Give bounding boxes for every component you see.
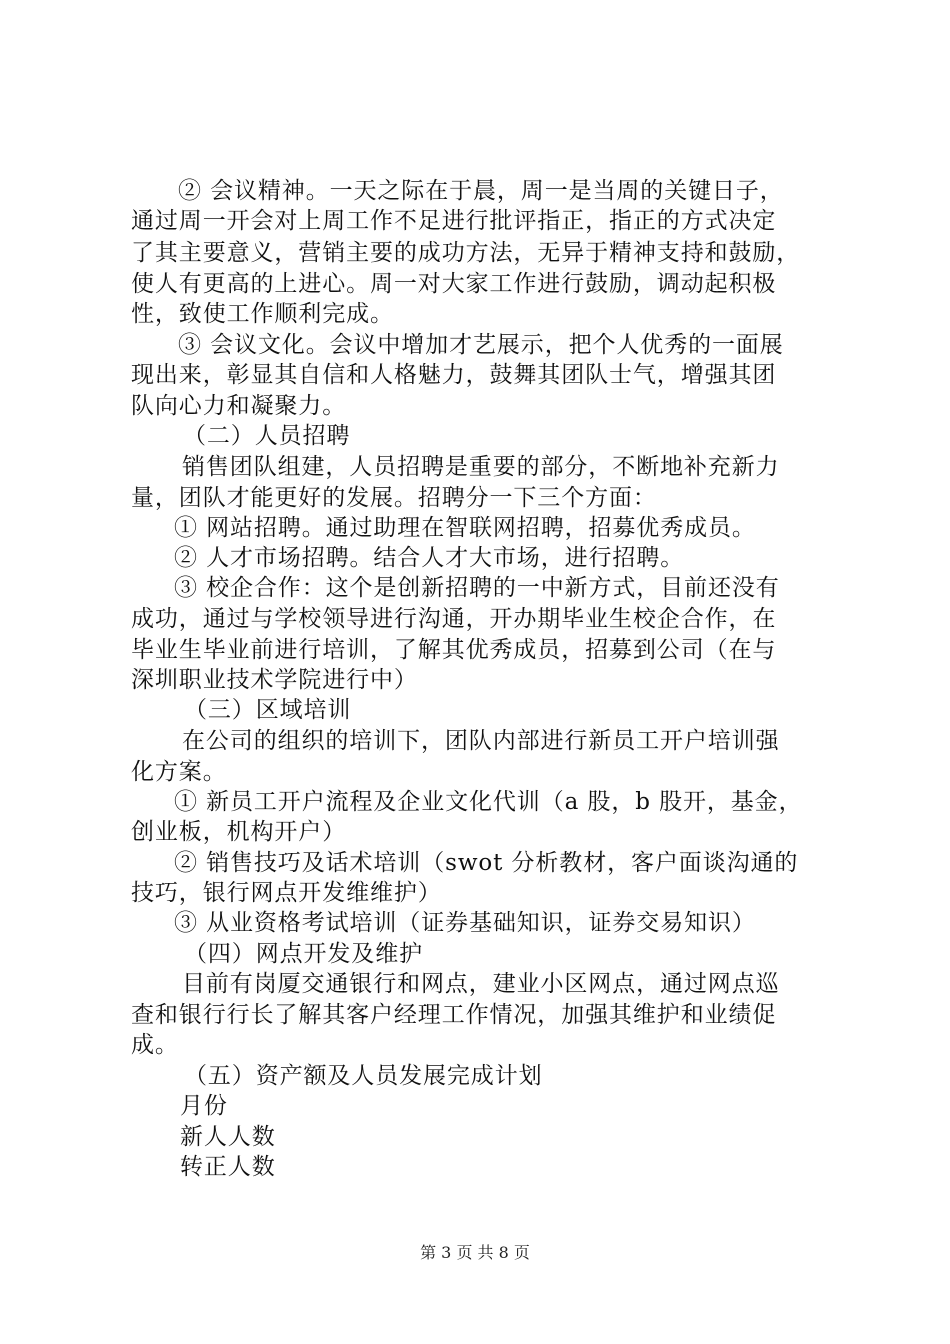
text-line: ③ 校企合作：这个是创新招聘的一中新方式，目前还没有 bbox=[174, 575, 780, 601]
text-line: 新人人数 bbox=[180, 1124, 276, 1150]
text-line: 销售团队组建，人员招聘是重要的部分，不断地补充新力 bbox=[182, 454, 780, 480]
text-line: 化方案。 bbox=[131, 759, 227, 785]
text-line: 技巧，银行网点开发维维护） bbox=[131, 880, 442, 906]
text-line: 成。 bbox=[131, 1032, 179, 1058]
text-line: ③ 会议文化。会议中增加才艺展示，把个人优秀的一面展 bbox=[178, 332, 784, 358]
text-line: 月份 bbox=[180, 1093, 228, 1119]
text-line: 性，致使工作顺利完成。 bbox=[131, 301, 394, 327]
text-line: 创业板，机构开户） bbox=[131, 819, 347, 845]
section-heading: （四）网点开发及维护 bbox=[184, 941, 423, 967]
section-heading: （五）资产额及人员发展完成计划 bbox=[184, 1063, 543, 1089]
text-line: 使人有更高的上进心。周一对大家工作进行鼓励，调动起积极 bbox=[131, 271, 777, 297]
text-line: 通过周一开会对上周工作不足进行批评指正，指正的方式决定 bbox=[131, 208, 777, 234]
text-line: 现出来，彰显其自信和人格魅力，鼓舞其团队士气，增强其团 bbox=[131, 362, 777, 388]
text-line: ① 新员工开户流程及企业文化代训（a 股，b 股开，基金， bbox=[174, 789, 803, 815]
text-line: 量，团队才能更好的发展。招聘分一下三个方面： bbox=[131, 485, 657, 511]
section-heading: （三）区域培训 bbox=[184, 697, 352, 723]
text-line: ① 网站招聘。通过助理在智联网招聘，招募优秀成员。 bbox=[174, 515, 756, 541]
page-number-footer: 第 3 页 共 8 页 bbox=[420, 1243, 530, 1262]
text-line: ③ 从业资格考试培训（证券基础知识，证券交易知识） bbox=[174, 910, 756, 936]
text-line: 查和银行行长了解其客户经理工作情况，加强其维护和业绩促 bbox=[131, 1002, 777, 1028]
text-line: ② 人才市场招聘。结合人才大市场，进行招聘。 bbox=[174, 545, 685, 571]
text-line: 了其主要意义，营销主要的成功方法，无异于精神支持和鼓励， bbox=[131, 240, 801, 266]
text-line: 在公司的组织的培训下，团队内部进行新员工开户培训强 bbox=[182, 728, 780, 754]
text-line: 目前有岗厦交通银行和网点，建业小区网点，通过网点巡 bbox=[182, 971, 780, 997]
text-line: 转正人数 bbox=[180, 1154, 276, 1180]
text-line: 成功，通过与学校领导进行沟通，开办期毕业生校企合作，在 bbox=[131, 606, 777, 632]
text-line: 深圳职业技术学院进行中） bbox=[131, 667, 418, 693]
text-line: ② 会议精神。一天之际在于晨，周一是当周的关键日子， bbox=[178, 178, 784, 204]
text-line: 毕业生毕业前进行培训，了解其优秀成员，招募到公司（在与 bbox=[131, 637, 777, 663]
text-line: ② 销售技巧及话术培训（swot 分析教材，客户面谈沟通的 bbox=[174, 850, 799, 876]
section-heading: （二）人员招聘 bbox=[183, 423, 351, 449]
text-line: 队向心力和凝聚力。 bbox=[131, 393, 347, 419]
